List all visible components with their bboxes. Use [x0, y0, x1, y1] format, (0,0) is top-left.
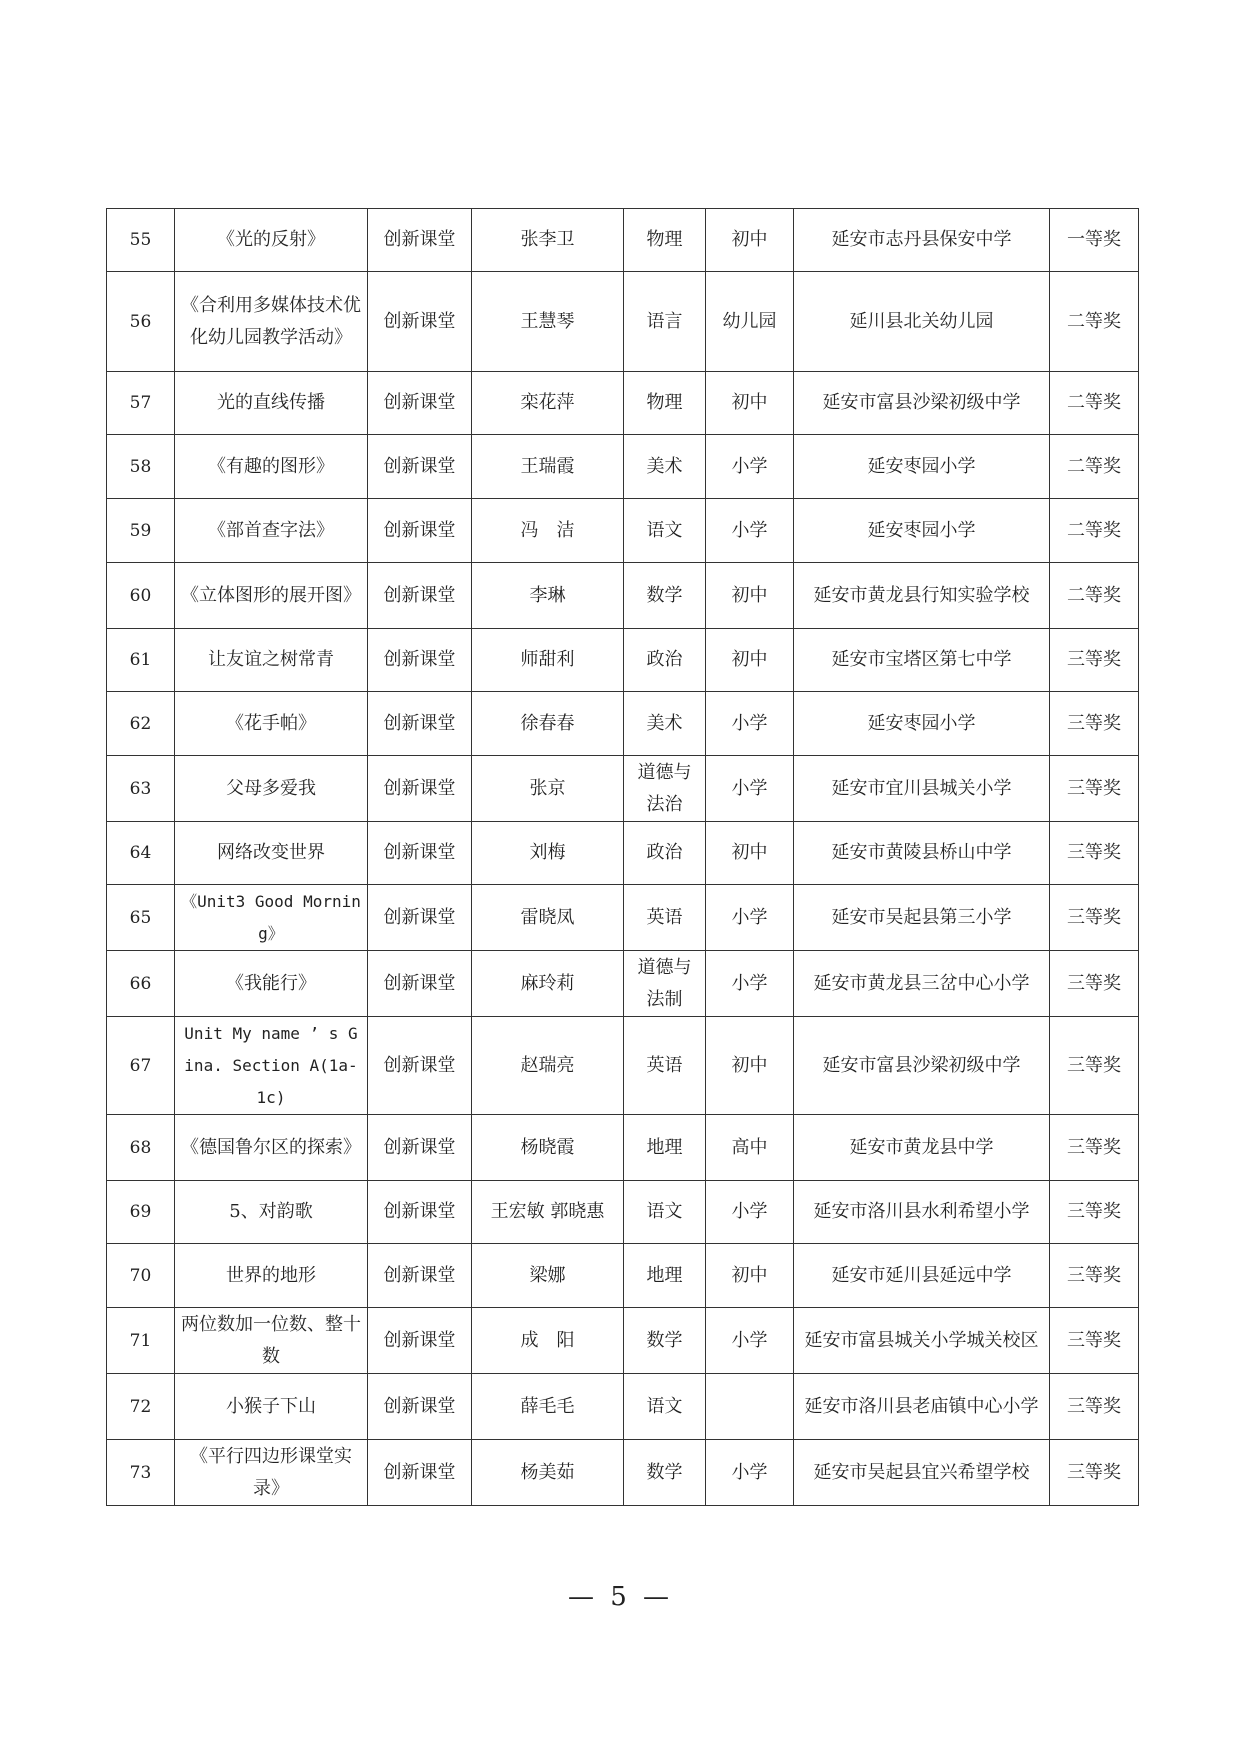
subject: 物理 — [624, 372, 706, 435]
school-level: 初中 — [706, 209, 794, 272]
category: 创新课堂 — [368, 1115, 472, 1181]
award-table — [106, 208, 1139, 1506]
award-level: 三等奖 — [1050, 885, 1139, 951]
school-name: 延安市富县沙梁初级中学 — [794, 372, 1050, 435]
lesson-title: 两位数加一位数、整十数 — [175, 1308, 368, 1374]
award-level: 二等奖 — [1050, 435, 1139, 499]
author: 王瑞霞 — [472, 435, 624, 499]
school-name: 延安市富县沙梁初级中学 — [794, 1017, 1050, 1115]
author: 刘梅 — [472, 822, 624, 885]
row-number: 70 — [107, 1244, 175, 1308]
subject: 数学 — [624, 563, 706, 629]
author: 梁娜 — [472, 1244, 624, 1308]
table-row — [107, 563, 1139, 629]
lesson-title: 《花手帕》 — [175, 692, 368, 756]
school-name: 延安市洛川县老庙镇中心小学 — [794, 1374, 1050, 1440]
lesson-title: 《平行四边形课堂实录》 — [175, 1440, 368, 1506]
school-level: 小学 — [706, 1308, 794, 1374]
school-level: 初中 — [706, 629, 794, 692]
school-name: 延安枣园小学 — [794, 435, 1050, 499]
school-name: 延安市吴起县第三小学 — [794, 885, 1050, 951]
award-level: 三等奖 — [1050, 1017, 1139, 1115]
lesson-title: 《光的反射》 — [175, 209, 368, 272]
category: 创新课堂 — [368, 629, 472, 692]
author: 赵瑞亮 — [472, 1017, 624, 1115]
lesson-title: 《合利用多媒体技术优化幼儿园教学活动》 — [175, 272, 368, 372]
award-level: 二等奖 — [1050, 272, 1139, 372]
subject: 地理 — [624, 1244, 706, 1308]
category: 创新课堂 — [368, 1017, 472, 1115]
row-number: 71 — [107, 1308, 175, 1374]
award-level: 三等奖 — [1050, 1244, 1139, 1308]
school-level: 小学 — [706, 692, 794, 756]
row-number: 66 — [107, 951, 175, 1017]
award-level: 一等奖 — [1050, 209, 1139, 272]
lesson-title: Unit My name ’ s Gina. Section A(1a-1c) — [175, 1017, 368, 1115]
subject: 数学 — [624, 1308, 706, 1374]
school-level: 小学 — [706, 499, 794, 563]
category: 创新课堂 — [368, 756, 472, 822]
author: 王宏敏 郭晓惠 — [472, 1181, 624, 1244]
school-level: 初中 — [706, 563, 794, 629]
school-level: 小学 — [706, 951, 794, 1017]
row-number: 63 — [107, 756, 175, 822]
category: 创新课堂 — [368, 692, 472, 756]
row-number: 58 — [107, 435, 175, 499]
school-name: 延安市志丹县保安中学 — [794, 209, 1050, 272]
row-number: 64 — [107, 822, 175, 885]
subject: 语文 — [624, 1181, 706, 1244]
author: 王慧琴 — [472, 272, 624, 372]
author: 杨美茹 — [472, 1440, 624, 1506]
row-number: 59 — [107, 499, 175, 563]
subject: 英语 — [624, 885, 706, 951]
table-row — [107, 372, 1139, 435]
lesson-title: 《德国鲁尔区的探索》 — [175, 1115, 368, 1181]
school-name: 延安市宜川县城关小学 — [794, 756, 1050, 822]
school-level: 小学 — [706, 885, 794, 951]
school-name: 延安市黄龙县三岔中心小学 — [794, 951, 1050, 1017]
subject: 地理 — [624, 1115, 706, 1181]
award-level: 三等奖 — [1050, 1115, 1139, 1181]
table-row — [107, 209, 1139, 272]
table-row — [107, 1181, 1139, 1244]
school-name: 延川县北关幼儿园 — [794, 272, 1050, 372]
lesson-title: 父母多爱我 — [175, 756, 368, 822]
author: 栾花萍 — [472, 372, 624, 435]
school-level: 幼儿园 — [706, 272, 794, 372]
table-row — [107, 692, 1139, 756]
school-name: 延安枣园小学 — [794, 692, 1050, 756]
subject: 道德与法制 — [624, 951, 706, 1017]
category: 创新课堂 — [368, 372, 472, 435]
category: 创新课堂 — [368, 209, 472, 272]
author: 徐春春 — [472, 692, 624, 756]
category: 创新课堂 — [368, 822, 472, 885]
category: 创新课堂 — [368, 1440, 472, 1506]
school-level: 小学 — [706, 756, 794, 822]
subject: 物理 — [624, 209, 706, 272]
author: 雷晓凤 — [472, 885, 624, 951]
table-row — [107, 1017, 1139, 1115]
school-name: 延安市宝塔区第七中学 — [794, 629, 1050, 692]
award-level: 三等奖 — [1050, 1440, 1139, 1506]
row-number: 72 — [107, 1374, 175, 1440]
school-level: 初中 — [706, 1244, 794, 1308]
row-number: 65 — [107, 885, 175, 951]
award-level: 三等奖 — [1050, 822, 1139, 885]
school-level — [706, 1374, 794, 1440]
table-row — [107, 1374, 1139, 1440]
lesson-title: 世界的地形 — [175, 1244, 368, 1308]
table-row — [107, 272, 1139, 372]
row-number: 73 — [107, 1440, 175, 1506]
category: 创新课堂 — [368, 951, 472, 1017]
lesson-title: 网络改变世界 — [175, 822, 368, 885]
row-number: 62 — [107, 692, 175, 756]
subject: 美术 — [624, 435, 706, 499]
award-level: 三等奖 — [1050, 951, 1139, 1017]
author: 张李卫 — [472, 209, 624, 272]
lesson-title: 让友谊之树常青 — [175, 629, 368, 692]
award-level: 三等奖 — [1050, 1181, 1139, 1244]
subject: 数学 — [624, 1440, 706, 1506]
author: 薛毛毛 — [472, 1374, 624, 1440]
author: 成 阳 — [472, 1308, 624, 1374]
category: 创新课堂 — [368, 563, 472, 629]
row-number: 67 — [107, 1017, 175, 1115]
school-level: 高中 — [706, 1115, 794, 1181]
lesson-title: 光的直线传播 — [175, 372, 368, 435]
table-row — [107, 1308, 1139, 1374]
row-number: 61 — [107, 629, 175, 692]
subject: 美术 — [624, 692, 706, 756]
school-level: 小学 — [706, 1440, 794, 1506]
award-level: 三等奖 — [1050, 692, 1139, 756]
table-row — [107, 885, 1139, 951]
row-number: 69 — [107, 1181, 175, 1244]
table-row — [107, 822, 1139, 885]
school-level: 小学 — [706, 1181, 794, 1244]
award-level: 二等奖 — [1050, 372, 1139, 435]
school-name: 延安市洛川县水利希望小学 — [794, 1181, 1050, 1244]
subject: 语文 — [624, 499, 706, 563]
table-row — [107, 435, 1139, 499]
school-name: 延安市黄陵县桥山中学 — [794, 822, 1050, 885]
school-level: 初中 — [706, 1017, 794, 1115]
category: 创新课堂 — [368, 272, 472, 372]
category: 创新课堂 — [368, 1374, 472, 1440]
lesson-title: 《立体图形的展开图》 — [175, 563, 368, 629]
school-name: 延安市富县城关小学城关校区 — [794, 1308, 1050, 1374]
author: 杨晓霞 — [472, 1115, 624, 1181]
award-level: 二等奖 — [1050, 563, 1139, 629]
school-level: 初中 — [706, 372, 794, 435]
page-number: — 5 — — [567, 1582, 674, 1612]
author: 李琳 — [472, 563, 624, 629]
award-table-body — [107, 209, 1139, 1506]
row-number: 56 — [107, 272, 175, 372]
author: 麻玲莉 — [472, 951, 624, 1017]
category: 创新课堂 — [368, 1308, 472, 1374]
category: 创新课堂 — [368, 435, 472, 499]
lesson-title: 《部首查字法》 — [175, 499, 368, 563]
row-number: 60 — [107, 563, 175, 629]
category: 创新课堂 — [368, 499, 472, 563]
author: 师甜利 — [472, 629, 624, 692]
table-row — [107, 499, 1139, 563]
school-name: 延安市黄龙县中学 — [794, 1115, 1050, 1181]
table-row — [107, 1244, 1139, 1308]
subject: 政治 — [624, 629, 706, 692]
lesson-title: 《我能行》 — [175, 951, 368, 1017]
row-number: 55 — [107, 209, 175, 272]
table-row — [107, 1440, 1139, 1506]
subject: 语文 — [624, 1374, 706, 1440]
table-row — [107, 1115, 1139, 1181]
subject: 政治 — [624, 822, 706, 885]
lesson-title: 《有趣的图形》 — [175, 435, 368, 499]
school-level: 小学 — [706, 435, 794, 499]
award-level: 三等奖 — [1050, 629, 1139, 692]
table-row — [107, 629, 1139, 692]
author: 冯 洁 — [472, 499, 624, 563]
lesson-title: 《Unit3 Good Morning》 — [175, 885, 368, 951]
row-number: 57 — [107, 372, 175, 435]
author: 张京 — [472, 756, 624, 822]
award-level: 二等奖 — [1050, 499, 1139, 563]
school-name: 延安市延川县延远中学 — [794, 1244, 1050, 1308]
subject: 英语 — [624, 1017, 706, 1115]
lesson-title: 5、对韵歌 — [175, 1181, 368, 1244]
row-number: 68 — [107, 1115, 175, 1181]
table-row — [107, 951, 1139, 1017]
school-name: 延安枣园小学 — [794, 499, 1050, 563]
school-name: 延安市黄龙县行知实验学校 — [794, 563, 1050, 629]
award-level: 三等奖 — [1050, 756, 1139, 822]
subject: 语言 — [624, 272, 706, 372]
award-level: 三等奖 — [1050, 1374, 1139, 1440]
subject: 道德与法治 — [624, 756, 706, 822]
school-level: 初中 — [706, 822, 794, 885]
award-level: 三等奖 — [1050, 1308, 1139, 1374]
lesson-title: 小猴子下山 — [175, 1374, 368, 1440]
category: 创新课堂 — [368, 1181, 472, 1244]
category: 创新课堂 — [368, 1244, 472, 1308]
table-row — [107, 756, 1139, 822]
school-name: 延安市吴起县宜兴希望学校 — [794, 1440, 1050, 1506]
category: 创新课堂 — [368, 885, 472, 951]
